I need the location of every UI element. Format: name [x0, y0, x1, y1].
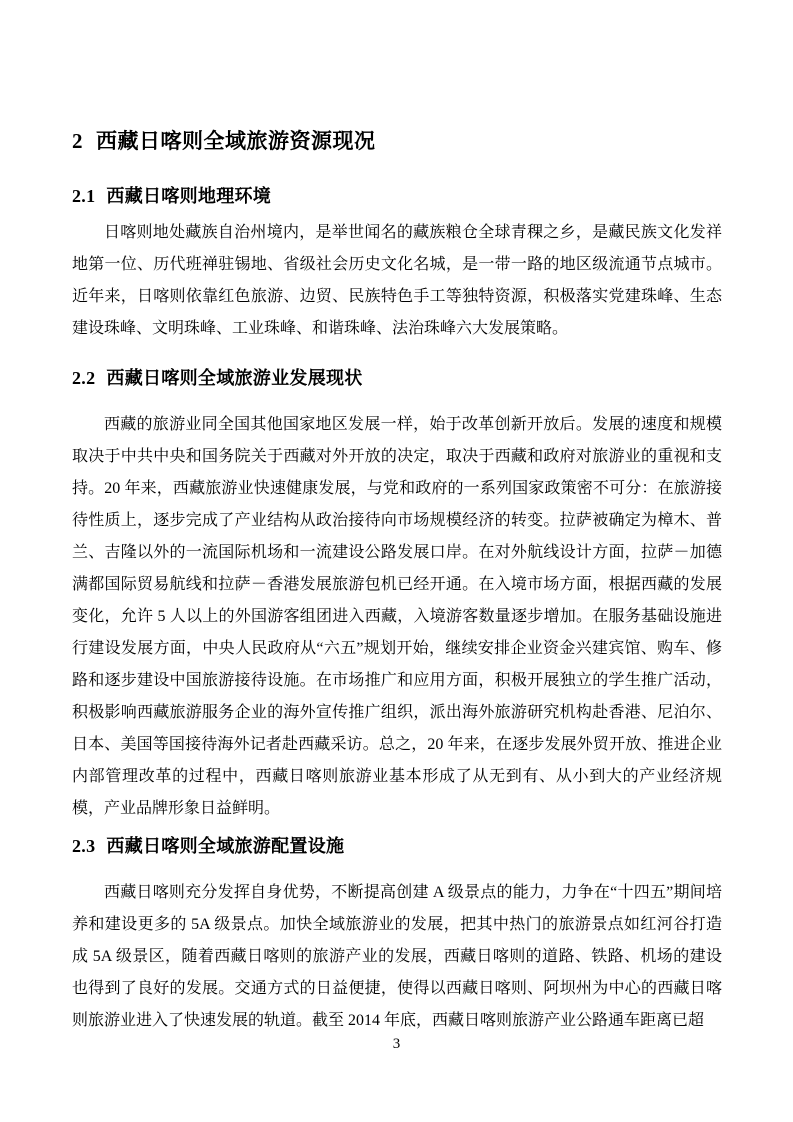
section-2-1-title: 西藏日喀则地理环境 [106, 186, 272, 206]
chapter-number: 2 [72, 129, 83, 153]
chapter-title: 西藏日喀则全域旅游资源现况 [96, 129, 376, 153]
page-number: 3 [392, 1036, 401, 1052]
section-2-1-number: 2.1 [72, 186, 96, 206]
page-content [0, 126, 793, 1037]
section-2-2-title: 西藏日喀则全域旅游业发展现状 [106, 368, 363, 388]
section-heading-2-3 [72, 833, 722, 859]
section-2-2-number: 2.2 [72, 368, 96, 388]
section-2-3-number: 2.3 [72, 836, 96, 856]
section-2-1-paragraph: 日喀则地处藏族自治州境内，是举世闻名的藏族粮仓全球青稞之乡，是藏民族文化发祥地第一位、历代班禅驻锡地、省级社会历史文化名城，是一带一路的地区级流通节点城市。近年来，日喀则依靠红色旅游、边贸、民族特色手工等独特资源，积极落实党建珠峰、生态建设珠峰、文明珠峰、工业珠峰、和谐珠峰、法治珠峰六大发展策略。 [72, 224, 722, 337]
section-heading-2-2 [72, 365, 722, 391]
section-2-3-title: 西藏日喀则全域旅游配置设施 [106, 836, 345, 856]
chapter-heading [72, 126, 722, 156]
section-heading-2-1 [72, 183, 722, 209]
section-2-3-paragraph: 西藏日喀则充分发挥自身优势，不断提高创建 A 级景点的能力，力争在“十四五”期间培养和建设更多的 5A 级景点。加快全域旅游业的发展，把其中热门的旅游景点如红河谷打造成 5A 级景区，随着西藏日喀则的旅游产业的发展，西藏日喀则的道路、铁路、机场的建设也得到了良好的发展。交通方式的日益便捷，使得以西藏日喀则、阿坝州为中心的西藏日喀则旅游业进入了快速发展的轨道。截至 2014 年底，西藏日喀则旅游产业公路通车距离已超 [72, 884, 722, 1029]
section-2-2-paragraph: 西藏的旅游业同全国其他国家地区发展一样，始于改革创新开放后。发展的速度和规模取决于中共中央和国务院关于西藏对外开放的决定，取决于西藏和政府对旅游业的重视和支持。20 年来，西藏旅游业快速健康发展，与党和政府的一系列国家政策密不可分：在旅游接待性质上，逐步完成了产业结构从政治接待向市场规模经济的转变。拉萨被确定为樟木、普兰、吉隆以外的一流国际机场和一流建设公路发展口岸。在对外航线设计方面，拉萨－加德满都国际贸易航线和拉萨－香港发展旅游包机已经开通。在入境市场方面，根据西藏的发展变化，允许 5 人以上的外国游客组团进入西藏，入境游客数量逐步增加。在服务基础设施进行建设发展方面，中央人民政府从“六五”规划开始，继续安排企业资金兴建宾馆、购车、修路和逐步建设中国旅游接待设施。在市场推广和应用方面，积极开展独立的学生推广活动，积极影响西藏旅游服务企业的海外宣传推广组织，派出海外旅游研究机构赴香港、尼泊尔、日本、美国等国接待海外记者赴西藏采访。总之，20 年来，在逐步发展外贸开放、推进企业内部管理改革的过程中，西藏日喀则旅游业基本形成了从无到有、从小到大的产业经济规模，产业品牌形象日益鲜明。 [72, 416, 722, 817]
